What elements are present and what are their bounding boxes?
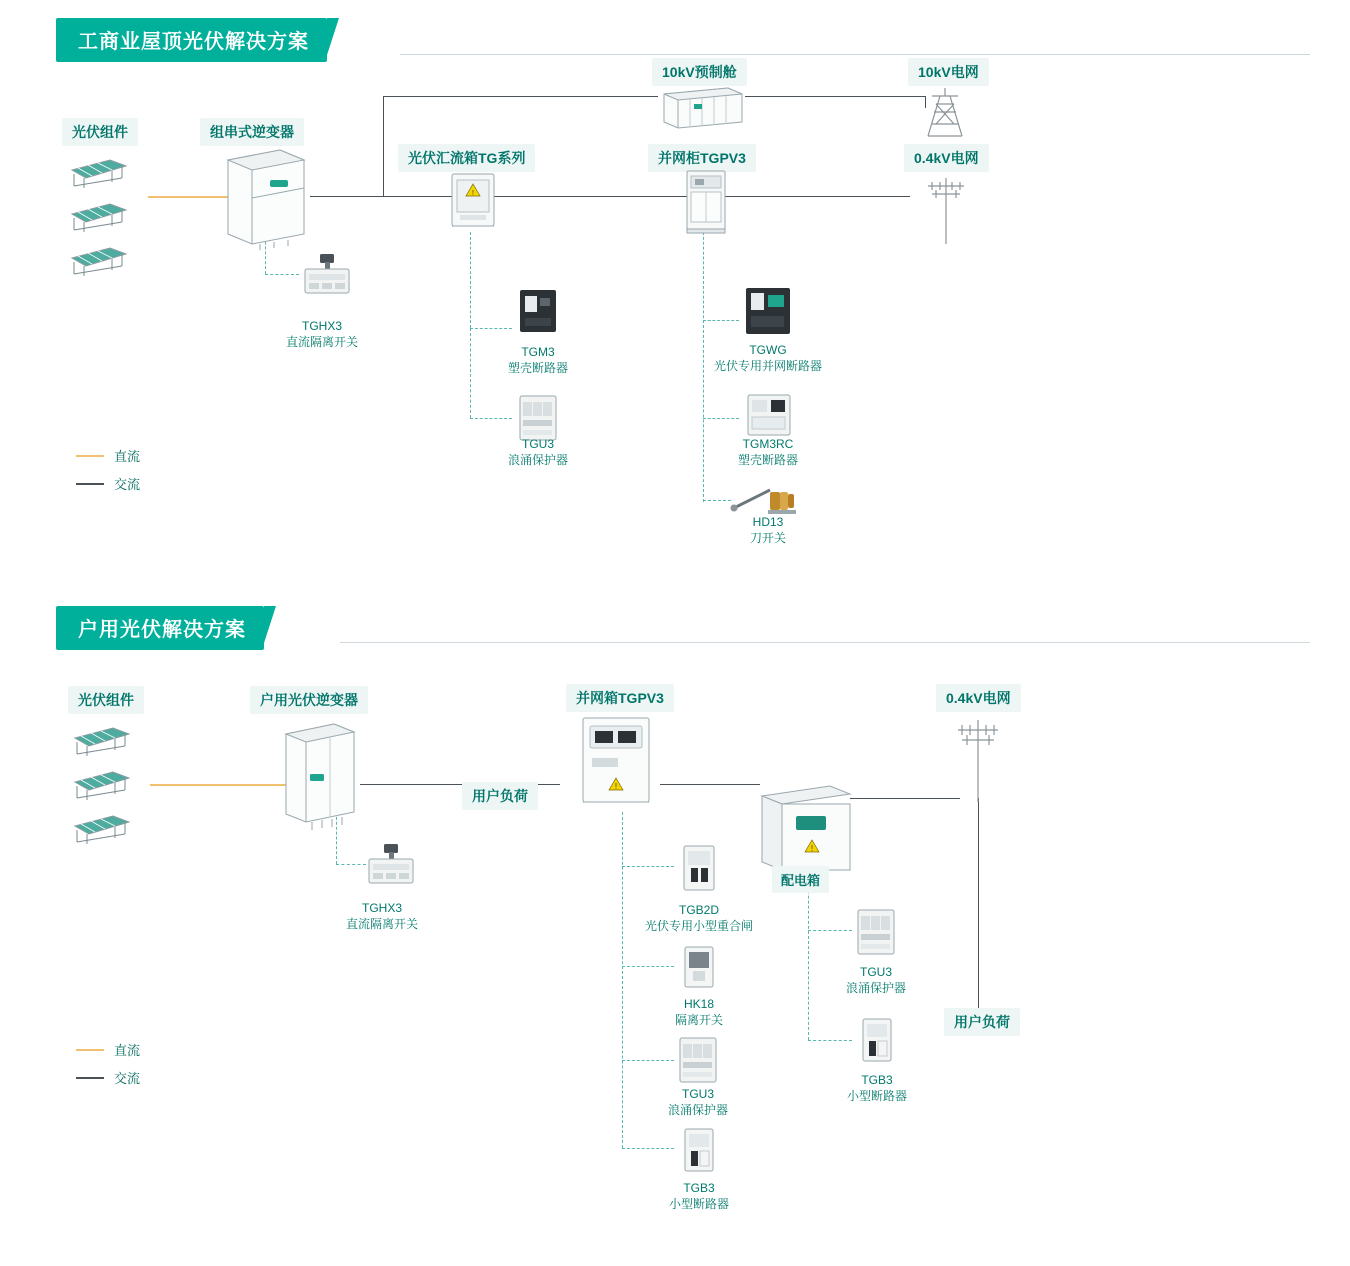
svg-text:!: ! (810, 844, 814, 853)
section-rule-residential (340, 642, 1310, 643)
caption-hd13 (750, 514, 786, 546)
section-header-commercial (56, 18, 327, 62)
svg-text:!: ! (472, 190, 474, 197)
model-tgu3-res-b: TGU3 (859, 965, 893, 979)
caption-tgm3 (508, 344, 568, 376)
caption-tghx3 (286, 318, 358, 350)
dash-combiner-to-tgu3 (470, 418, 512, 419)
model-hk18: HK18 (683, 997, 715, 1011)
caption-tgm3rc (738, 436, 798, 468)
caption-tgb3-residential-b (847, 1072, 907, 1104)
label-grid-box: 并网箱TGPV3 (566, 684, 674, 712)
label-pv-modules-commercial: 光伏组件 (62, 118, 138, 146)
model-tgwg: TGWG (749, 343, 787, 357)
device-tghx3-icon (300, 252, 354, 302)
name-tgb3-res-b: 小型断路器 (846, 1089, 908, 1103)
label-user-load-right: 用户负荷 (944, 1008, 1020, 1036)
device-tgb2d-icon (676, 842, 722, 894)
grid-box-icon (578, 714, 656, 810)
caption-tghx3-residential (346, 900, 418, 932)
device-tgm3rc-icon (742, 392, 796, 438)
label-grid-04kv-residential: 0.4kV电网 (936, 684, 1021, 712)
caption-tgb2d (645, 902, 753, 934)
dash-gridcab-to-tgwg (703, 320, 739, 321)
utility-pole-icon (918, 172, 974, 248)
caption-tgu3 (508, 436, 568, 468)
dc-line-pv-home-inverter (150, 784, 290, 786)
name-tgu3: 浪涌保护器 (507, 453, 569, 467)
device-hk18-icon (678, 944, 720, 990)
model-hd13: HD13 (752, 515, 784, 529)
model-tgu3-res-a: TGU3 (681, 1087, 715, 1101)
caption-tgwg (714, 342, 822, 374)
section-rule-commercial (400, 54, 1310, 55)
label-home-inverter: 户用光伏逆变器 (250, 686, 368, 714)
name-tgm3: 塑壳断路器 (507, 361, 569, 375)
ac-top-bus-left (383, 96, 658, 97)
model-tgb3-res-a: TGB3 (683, 1181, 715, 1195)
caption-hk18 (675, 996, 723, 1028)
legend-dc-swatch (76, 455, 104, 457)
legend-ac-label-2: 交流 (114, 1071, 141, 1086)
device-tgm3-icon (512, 288, 564, 334)
utility-pole-icon-residential (948, 714, 1008, 806)
dash-gridcab-drop (703, 232, 704, 328)
model-tgm3: TGM3 (521, 345, 555, 359)
device-tghx3-icon-residential (364, 842, 418, 892)
model-tgm3rc: TGM3RC (742, 437, 794, 451)
name-hk18: 隔离开关 (674, 1013, 724, 1027)
ac-line-gridbox-distbox (660, 784, 760, 785)
grid-cabinet-icon (682, 168, 730, 234)
model-tghx3-res: TGHX3 (361, 901, 403, 915)
label-distribution-box: 配电箱 (772, 866, 829, 893)
name-tgwg: 光伏专用并网断路器 (713, 359, 823, 373)
dash-gridbox-to-tgu3 (622, 1060, 674, 1061)
dc-line-pv-inverter (148, 196, 228, 198)
pv-module-icon (64, 152, 154, 292)
name-tgu3-res-b: 浪涌保护器 (845, 981, 907, 995)
label-pv-modules-residential: 光伏组件 (68, 686, 144, 714)
dash-gridcab-to-tgm3rc (703, 418, 739, 419)
legend-ac-label: 交流 (114, 477, 141, 492)
section-header-residential (56, 606, 264, 650)
label-combiner-box: 光伏汇流箱TG系列 (398, 144, 535, 172)
transmission-tower-icon (918, 84, 972, 140)
model-tgb3-res-b: TGB3 (861, 1073, 893, 1087)
dash-gridbox-to-hk18 (622, 966, 674, 967)
model-tgu3: TGU3 (521, 437, 555, 451)
dash-inverter-to-tghx3 (265, 274, 299, 275)
dash-gridcab-drop2 (703, 320, 704, 502)
device-tgwg-icon (740, 286, 796, 336)
string-inverter-icon (218, 142, 314, 252)
name-tgu3-res-a: 浪涌保护器 (667, 1103, 729, 1117)
dash-gridbox-to-tgb3 (622, 1148, 674, 1149)
caption-tgb3-residential-a (669, 1180, 729, 1212)
label-user-load-left: 用户负荷 (462, 782, 538, 810)
legend-residential (76, 1040, 140, 1096)
ac-bus-main (310, 196, 910, 197)
dash-home-inverter-to-tghx3 (336, 864, 366, 865)
pv-module-icon-residential (62, 720, 162, 860)
legend-ac-swatch (76, 483, 104, 485)
name-tghx3: 直流隔离开关 (285, 335, 359, 349)
name-tgb2d: 光伏专用小型重合闸 (644, 919, 754, 933)
name-tgb3-res-a: 小型断路器 (668, 1197, 730, 1211)
ac-line-to-user-load (978, 798, 979, 1018)
combiner-box-icon (448, 170, 500, 234)
ac-riser-to-cabin (383, 96, 384, 196)
device-tgu3-icon-residential-b (852, 906, 900, 958)
dash-combiner-to-tgm3 (470, 328, 512, 329)
legend-dc-label-2: 直流 (114, 1043, 141, 1058)
svg-text:!: ! (614, 782, 618, 791)
legend-dc-swatch-2 (76, 1049, 104, 1051)
prefab-cabin-icon (658, 82, 746, 130)
dash-gridcab-to-hd13 (703, 500, 731, 501)
distribution-box-icon (756, 778, 856, 878)
name-tgm3rc: 塑壳断路器 (737, 453, 799, 467)
caption-tgu3-residential-a (668, 1086, 728, 1118)
name-tghx3-res: 直流隔离开关 (345, 917, 419, 931)
name-hd13: 刀开关 (749, 531, 787, 545)
label-prefab-cabin: 10kV预制舱 (652, 58, 747, 86)
home-inverter-icon (278, 718, 362, 834)
dash-distbox-to-tgb3 (808, 1040, 852, 1041)
device-tgu3-icon-residential-a (674, 1034, 722, 1086)
label-string-inverter: 组串式逆变器 (200, 118, 304, 146)
dash-gridbox-drop (622, 812, 623, 1148)
dash-combiner-drop (470, 232, 471, 328)
dash-distbox-to-tgu3 (808, 930, 852, 931)
dash-gridbox-to-tgb2d (622, 866, 674, 867)
ac-top-bus-right (745, 96, 925, 97)
section-title-commercial: 工商业屋顶光伏解决方案 (56, 18, 327, 62)
label-grid-10kv: 10kV电网 (908, 58, 989, 86)
dash-combiner-drop2 (470, 328, 471, 418)
section-title-residential: 户用光伏解决方案 (56, 606, 264, 650)
legend-ac-swatch-2 (76, 1077, 104, 1079)
label-grid-cabinet: 并网柜TGPV3 (648, 144, 756, 172)
legend-commercial (76, 446, 140, 502)
label-grid-04kv-commercial: 0.4kV电网 (904, 144, 989, 172)
device-tgb3-icon-residential-b (856, 1016, 898, 1064)
legend-dc-label: 直流 (114, 449, 141, 464)
ac-line-distbox-pole (850, 798, 960, 799)
caption-tgu3-residential-b (846, 964, 906, 996)
device-tgb3-icon-residential-a (678, 1126, 720, 1174)
model-tghx3: TGHX3 (301, 319, 343, 333)
model-tgb2d: TGB2D (678, 903, 720, 917)
